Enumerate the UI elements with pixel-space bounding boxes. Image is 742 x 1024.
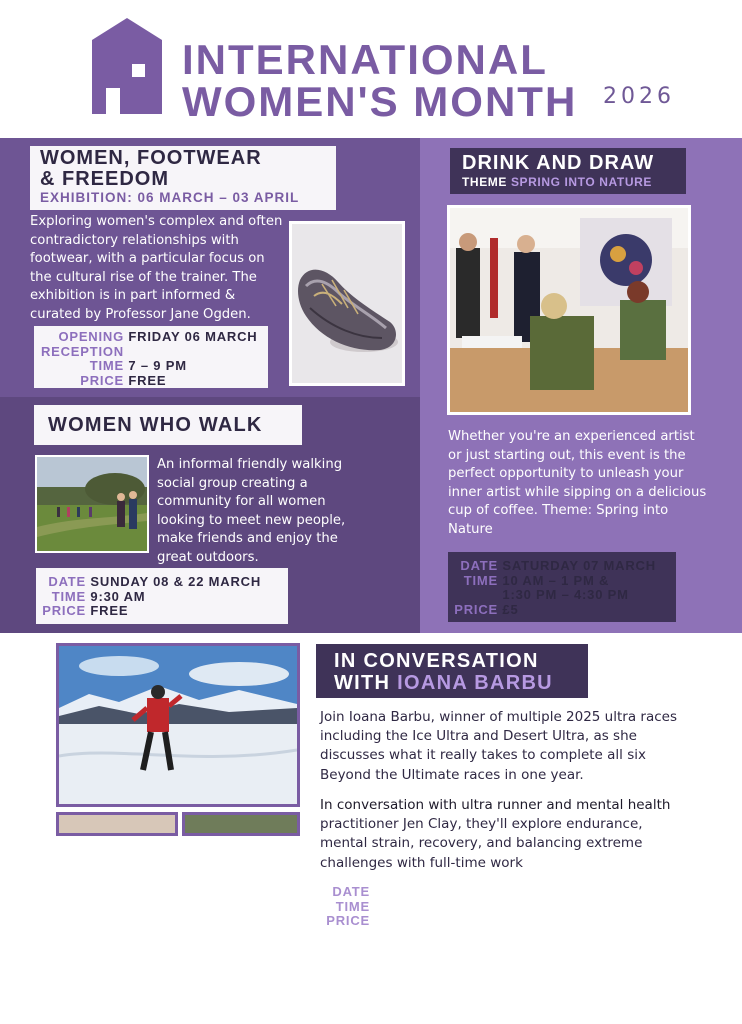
footwear-title-line-2: & FREEDOM xyxy=(40,168,169,190)
detail-label: OPENING xyxy=(58,329,124,344)
landscape-photo xyxy=(182,812,300,836)
conversation-description: Join Ioana Barbu, winner of multiple 2025 ultra races including the Ice Ultra and Desert Ultra, as she discusses what it really takes to complete all six Beyond the Ultimate races in one year. xyxy=(320,709,677,783)
drink-draw-details-list xyxy=(452,559,656,617)
theme-label: THEME xyxy=(462,175,507,189)
drink-draw-theme xyxy=(462,175,652,189)
detail-label: DATE xyxy=(48,574,86,589)
conversation-description-2 xyxy=(320,796,690,873)
detail-label: TIME xyxy=(89,358,124,373)
drink-draw-description: Whether you're an experienced artist or just starting out, this event is the perfect opportunity to unleash your inner artist while sipping on a delicious cup of coffee. Theme: Spring into Nature xyxy=(448,429,707,537)
detail-label: PRICE xyxy=(454,601,498,617)
walk-description: An informal friendly walking social group creating a community for all women looking to meet new people, make friends and enjoy the great outdoors. xyxy=(157,457,346,565)
conversation-details-list xyxy=(320,885,370,929)
walk-details-list xyxy=(40,575,261,619)
page-title-line-1: INTERNATIONAL xyxy=(182,36,548,83)
drink-draw-title: DRINK AND DRAW xyxy=(462,152,655,174)
walk-title: WOMEN WHO WALK xyxy=(48,414,263,436)
detail-value: 7 – 9 PM xyxy=(128,358,187,373)
detail-label: TIME xyxy=(463,572,498,588)
detail-label: TIME xyxy=(335,898,370,914)
shoe-photo xyxy=(289,221,405,386)
page-title-line-2: WOMEN'S MONTH xyxy=(182,78,578,125)
detail-value: FREE xyxy=(90,603,129,618)
footwear-title-line-1: WOMEN, FOOTWEAR xyxy=(40,147,262,169)
runner-photo xyxy=(56,643,300,807)
footwear-details-list xyxy=(38,330,257,388)
detail-label: PRICE xyxy=(80,372,124,388)
footwear-description: Exploring women's complex and often contradictory relationships with footwear, with a particular focus on the cultural rise of the trainer. The exhibition is in part informed & curated by Professor Jane Ogden. xyxy=(30,214,283,322)
detail-value: 10 AM – 1 PM & xyxy=(502,572,610,588)
conversation-title-line-2 xyxy=(334,672,553,694)
detail-label: DATE xyxy=(460,558,498,573)
conversation-lead: In conversation with ultra runner and mental health xyxy=(320,797,671,813)
detail-value: FRIDAY 06 MARCH xyxy=(128,329,258,344)
detail-label: PRICE xyxy=(326,913,370,928)
footwear-exhibition-dates: EXHIBITION: 06 MARCH – 03 APRIL xyxy=(40,190,300,205)
detail-value: 9:30 AM xyxy=(90,588,146,604)
detail-value: 1:30 PM – 4:30 PM xyxy=(502,587,629,602)
detail-value: SUNDAY 08 & 22 MARCH xyxy=(90,574,262,589)
detail-label: PRICE xyxy=(42,603,86,618)
tent-photo xyxy=(56,812,178,836)
detail-value: FREE xyxy=(128,372,167,388)
detail-value: £5 xyxy=(502,601,519,617)
detail-value: SATURDAY 07 MARCH xyxy=(502,558,656,573)
conversation-title-line-1: IN CONVERSATION xyxy=(334,650,539,672)
walking-group-photo xyxy=(35,455,149,553)
detail-label: TIME xyxy=(51,588,86,604)
conversation-title-prefix: WITH xyxy=(334,672,398,694)
detail-label: DATE xyxy=(332,884,370,899)
page-year: 2026 xyxy=(603,84,675,109)
house-icon xyxy=(92,18,162,114)
theme-value: SPRING INTO NATURE xyxy=(510,175,652,189)
art-class-photo xyxy=(447,205,691,415)
detail-label: RECEPTION xyxy=(40,343,124,359)
speaker-name: IOANA BARBU xyxy=(397,672,553,694)
footwear-title xyxy=(40,148,330,190)
conversation-rest: practitioner Jen Clay, they'll explore endurance, mental strain, recovery, and balancing extreme challenges with full-time work xyxy=(320,816,643,871)
